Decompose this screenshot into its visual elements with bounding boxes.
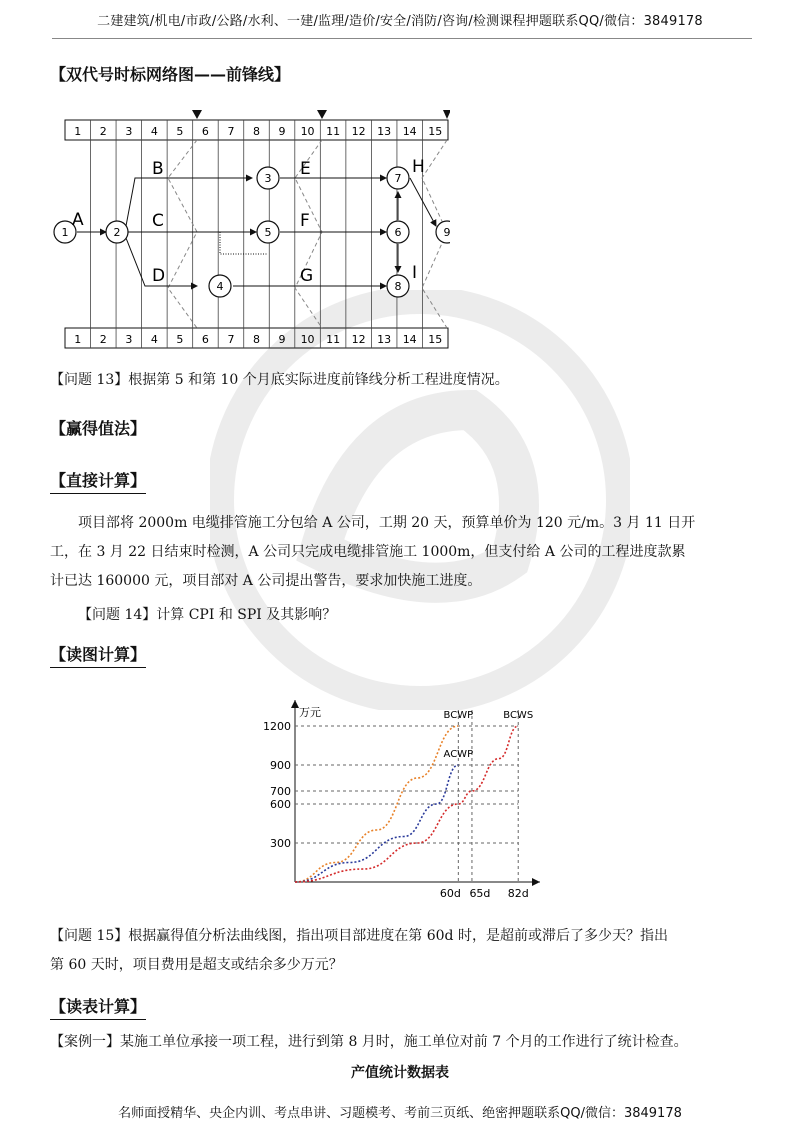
timescale-bottom xyxy=(74,333,442,346)
timescale-top-label: 1 xyxy=(74,125,82,138)
series-label-bcws: BCWS xyxy=(503,710,534,721)
time-scaled-network-diagram xyxy=(50,108,450,350)
section-title-direct-calc: 【直接计算】 xyxy=(50,468,146,494)
network-node-label: 4 xyxy=(216,280,224,293)
network-node-label: 1 xyxy=(61,226,69,239)
timescale-bottom-label: 14 xyxy=(402,333,417,346)
marker-month-10 xyxy=(317,110,327,119)
timescale-top-label: 4 xyxy=(150,125,158,138)
timescale-top-label: 15 xyxy=(428,125,443,138)
y-tick-label: 1200 xyxy=(263,720,291,733)
timescale-top xyxy=(74,125,442,138)
activity-label: C xyxy=(152,211,164,231)
activity-label: F xyxy=(300,211,310,231)
question-13: 【问题 13】根据第 5 和第 10 个月底实际进度前锋线分析工程进度情况。 xyxy=(50,372,509,388)
table-title: 产值统计数据表 xyxy=(351,1065,449,1081)
x-tick-label: 60d xyxy=(439,887,461,900)
timescale-bottom-label: 7 xyxy=(227,333,235,346)
timescale-bottom-label: 10 xyxy=(300,333,315,346)
timescale-top-label: 14 xyxy=(402,125,417,138)
network-node-label: 8 xyxy=(394,280,402,293)
timescale-top-label: 11 xyxy=(326,125,341,138)
activity-label: D xyxy=(152,266,166,286)
activity-label: B xyxy=(152,159,164,179)
activity-label: G xyxy=(300,266,314,286)
timescale-bottom-label: 9 xyxy=(278,333,286,346)
question-15-line1: 【问题 15】根据赢得值分析法曲线图，指出项目部进度在第 60d 时，是超前或滞后了多少天？指出 xyxy=(50,928,668,944)
activity-label: A xyxy=(72,210,84,230)
para1-line1: 项目部将 2000m 电缆排管施工分包给 A 公司，工期 20 天，预算单价为 120 元/m。3 月 11 日开 xyxy=(78,515,696,531)
case-one: 【案例一】某施工单位承接一项工程，进行到第 8 月时，施工单位对前 7 个月的工作进行了统计检查。 xyxy=(50,1034,688,1050)
y-axis-label: 万元 xyxy=(299,706,321,719)
timescale-top-label: 3 xyxy=(125,125,133,138)
timescale-top-label: 10 xyxy=(300,125,315,138)
network-node-label: 6 xyxy=(394,226,402,239)
question-14: 【问题 14】计算 CPI 和 SPI 及其影响？ xyxy=(78,607,337,623)
timescale-bottom-label: 1 xyxy=(74,333,82,346)
network-node-label: 2 xyxy=(113,226,121,239)
x-tick-label: 82d xyxy=(507,887,529,900)
timescale-top-label: 12 xyxy=(351,125,366,138)
section-title-read-chart: 【读图计算】 xyxy=(50,642,146,668)
network-node-label: 7 xyxy=(394,172,402,185)
timescale-bottom-label: 15 xyxy=(428,333,443,346)
page-header: 二建建筑/机电/市政/公路/水利、一建/监理/造价/安全/消防/咨询/检测课程押题联系QQ/微信：3849178 xyxy=(97,14,703,29)
marker-month-5 xyxy=(192,110,202,119)
para1-line3: 计已达 160000 元，项目部对 A 公司提出警告，要求加快施工进度。 xyxy=(50,573,482,589)
series-label-acwp: ACWP xyxy=(443,749,474,760)
timescale-bottom-label: 13 xyxy=(377,333,392,346)
timescale-bottom-label: 2 xyxy=(99,333,107,346)
timescale-top-label: 2 xyxy=(99,125,107,138)
series-label-bcwp: BCWP xyxy=(443,710,474,721)
timescale-top-label: 8 xyxy=(253,125,260,138)
header-divider xyxy=(52,38,752,39)
network-node-label: 5 xyxy=(264,226,272,239)
timescale-bottom-label: 6 xyxy=(201,333,209,346)
timescale-top-label: 5 xyxy=(176,125,184,138)
activity-label: I xyxy=(412,263,418,283)
y-tick-label: 700 xyxy=(270,785,291,798)
para1-line2: 工，在 3 月 22 日结束时检测，A 公司只完成电缆排管施工 1000m，但支付给 A 公司的工程进度款累 xyxy=(50,544,686,560)
timescale-bottom-label: 8 xyxy=(253,333,260,346)
earned-value-chart xyxy=(255,690,555,908)
series-line-acwp xyxy=(295,765,458,882)
timescale-bottom-label: 4 xyxy=(150,333,158,346)
network-node-label: 3 xyxy=(264,172,272,185)
section-title-network: 【双代号时标网络图——前锋线】 xyxy=(50,65,291,84)
activity-label: E xyxy=(300,159,311,179)
y-tick-label: 600 xyxy=(270,798,291,811)
timescale-top-label: 6 xyxy=(201,125,209,138)
timescale-top-label: 9 xyxy=(278,125,286,138)
page-footer: 名师面授精华、央企内训、考点串讲、习题模考、考前三页纸、绝密押题联系QQ/微信：3849178 xyxy=(118,1106,682,1121)
question-15-line2: 第 60 天时，项目费用是超支或结余多少万元？ xyxy=(50,957,343,973)
timescale-bottom-label: 11 xyxy=(326,333,341,346)
timescale-top-label: 13 xyxy=(377,125,392,138)
activity-label: H xyxy=(412,157,425,177)
timescale-bottom-label: 3 xyxy=(125,333,133,346)
section-title-read-table: 【读表计算】 xyxy=(50,994,146,1020)
timescale-bottom-label: 5 xyxy=(176,333,184,346)
watermark-logo xyxy=(210,290,630,710)
series-line-bcws xyxy=(295,726,518,882)
network-node-label: 9 xyxy=(443,226,450,239)
timescale-bottom-label: 12 xyxy=(351,333,366,346)
section-title-earned-value: 【赢得值法】 xyxy=(50,419,147,438)
x-tick-label: 65d xyxy=(469,887,491,900)
timescale-top-label: 7 xyxy=(227,125,235,138)
y-tick-label: 300 xyxy=(270,837,291,850)
y-tick-label: 900 xyxy=(270,759,291,772)
marker-month-15 xyxy=(443,110,450,119)
